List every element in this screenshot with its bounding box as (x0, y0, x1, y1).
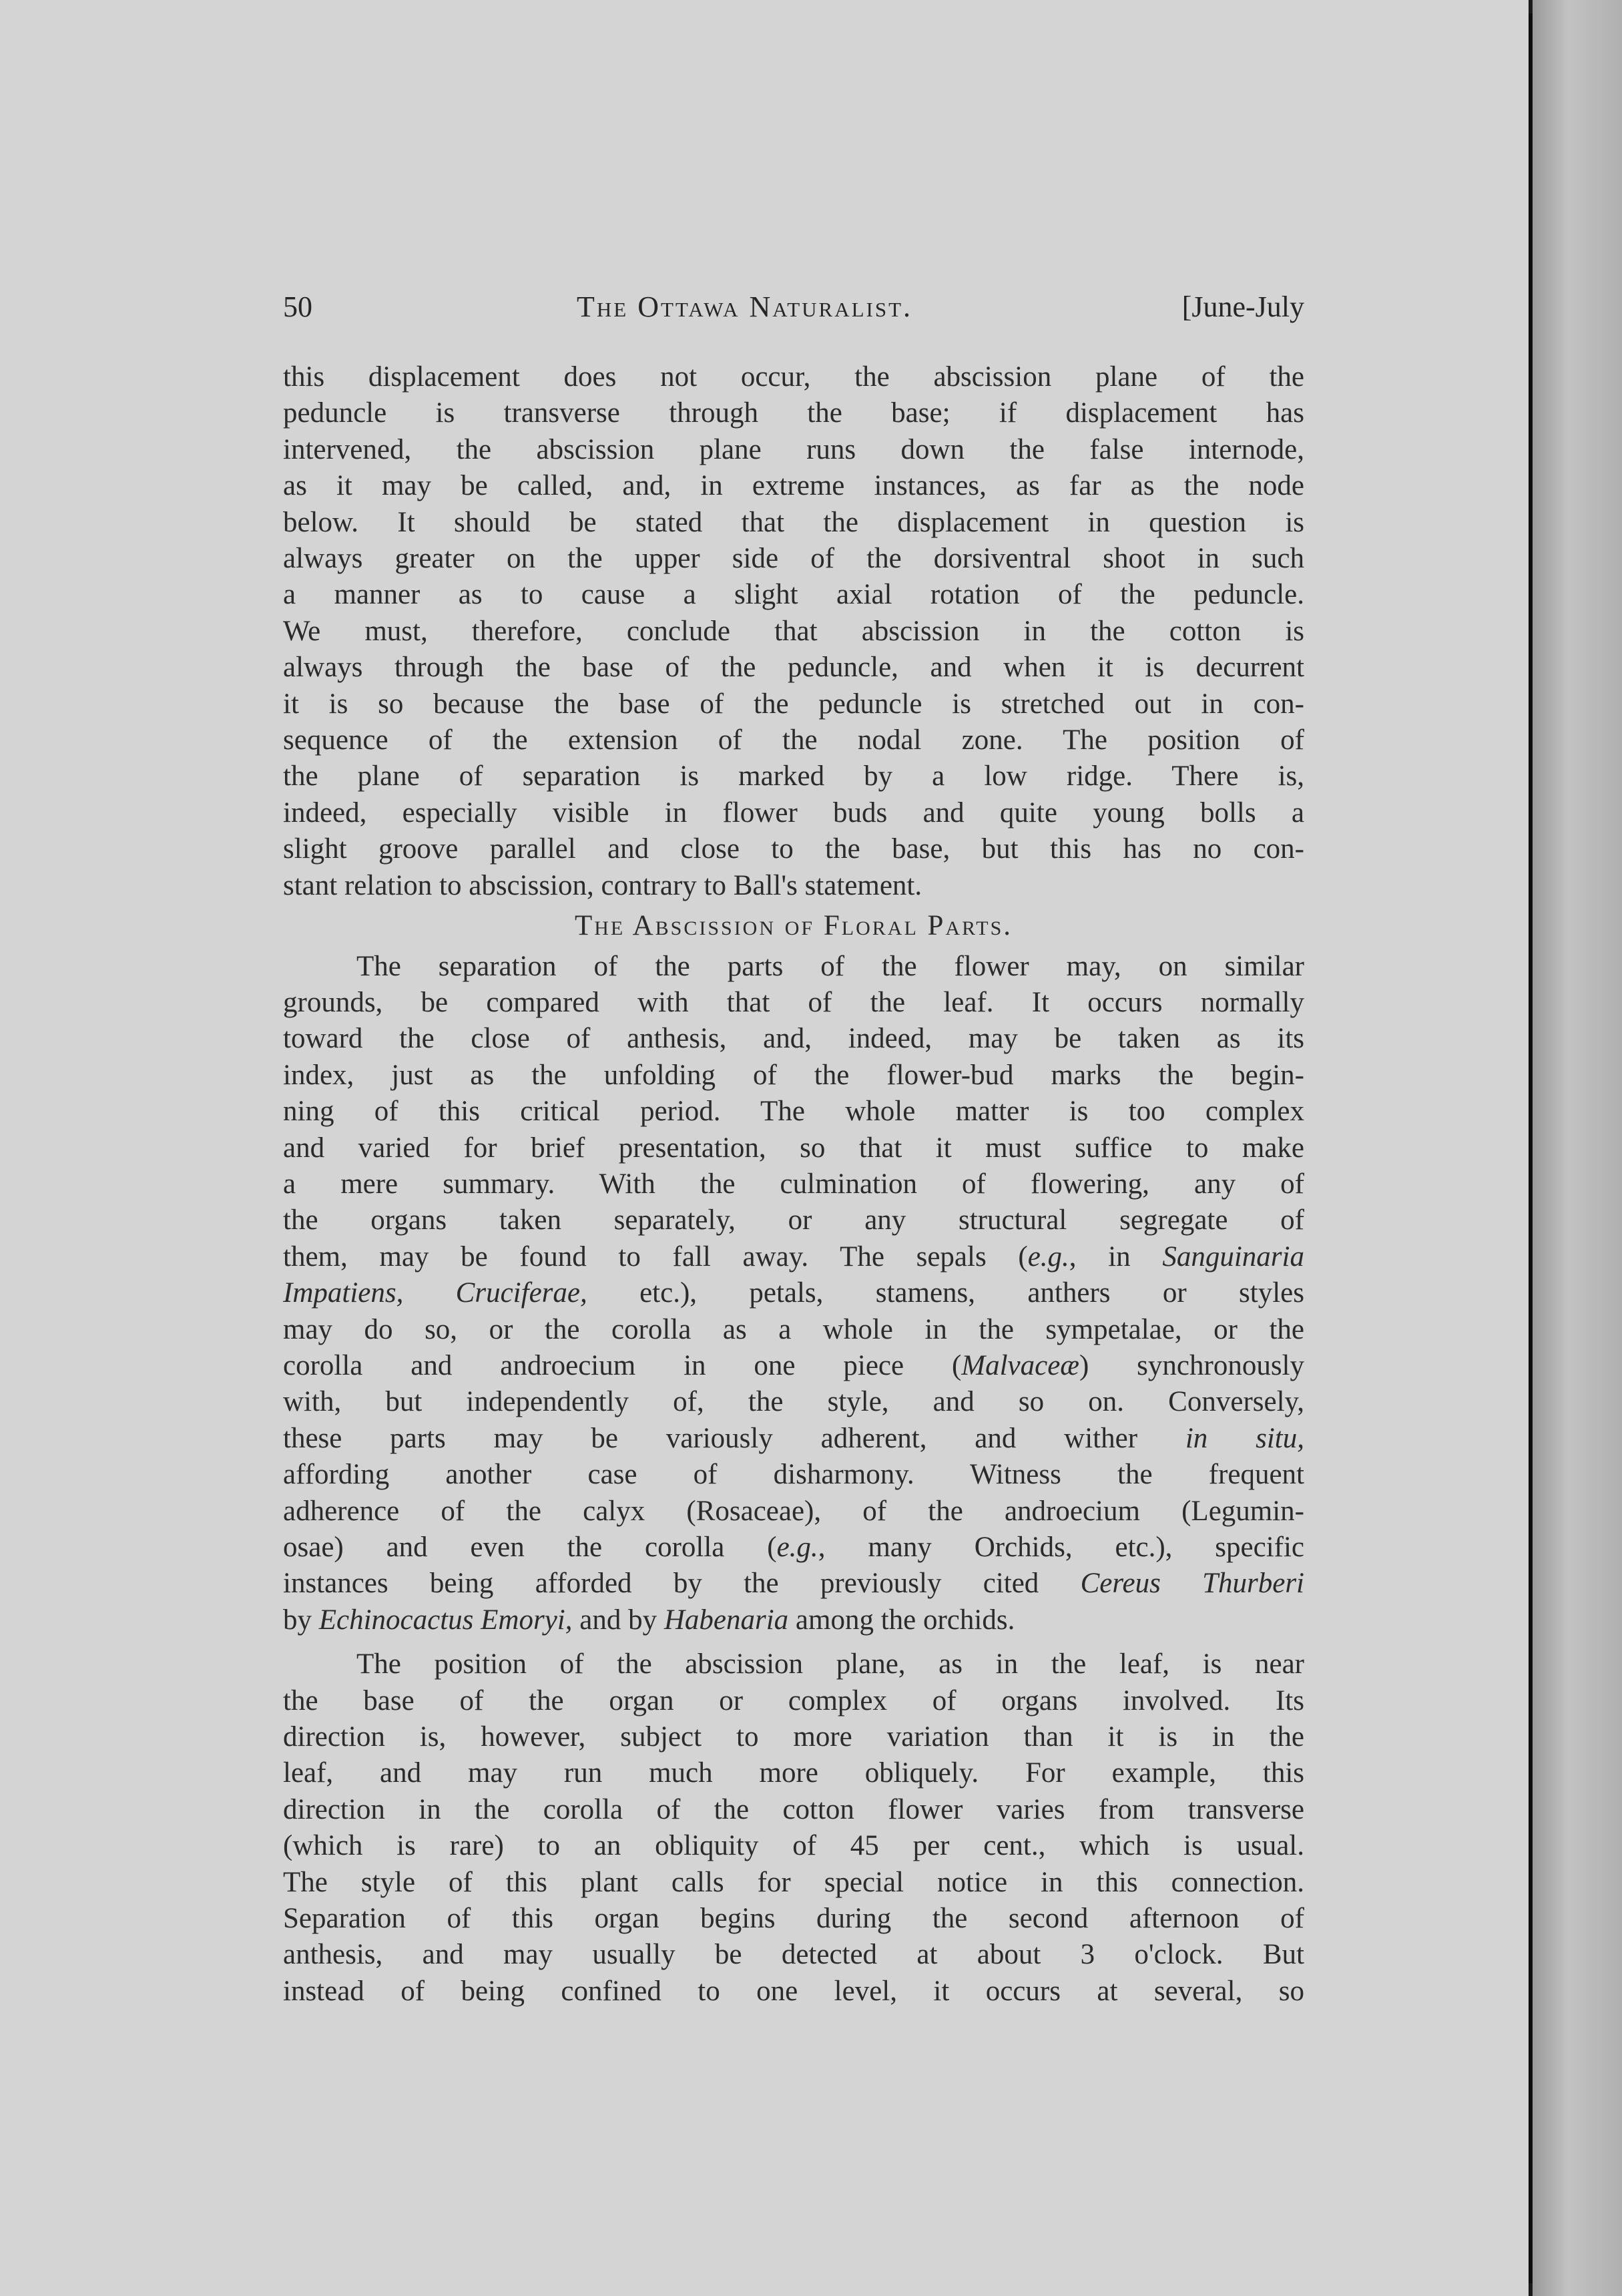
paragraph-2 (283, 949, 1304, 1639)
text-line: stant relation to abscission, contrary to Ball's statement. (283, 869, 922, 901)
text-line: as it may be called, and, in extreme instances, as far as the node (283, 470, 1304, 502)
text-line: affording another case of disharmony. Witness the frequent (283, 1459, 1304, 1491)
text-line: this displacement does not occur, the abscission plane of the (283, 361, 1304, 393)
journal-title: The Ottawa Naturalist. (577, 290, 913, 323)
text-line: slight groove parallel and close to the base, but this has no con- (283, 833, 1304, 865)
running-header (283, 290, 1304, 330)
text-line: leaf, and may run much more obliquely. For example, this (283, 1757, 1304, 1789)
text-line: index, just as the unfolding of the flower-bud marks the begin- (283, 1059, 1304, 1091)
text-line: intervened, the abscission plane runs down the false internode, (283, 433, 1304, 465)
text-line: The separation of the parts of the flower may, on similar (356, 950, 1304, 982)
text-line: a mere summary. With the culmination of flowering, any of (283, 1168, 1304, 1200)
text-line: instead of being confined to one level, it occurs at several, so (283, 1975, 1304, 2007)
page-number: 50 (283, 290, 312, 323)
issue-date: [June-July (1181, 290, 1304, 323)
text-line: the organs taken separately, or any structural segregate of (283, 1204, 1304, 1236)
section-heading: The Abscission of Floral Parts. (574, 910, 1013, 942)
text-line: Separation of this organ begins during the second afternoon of (283, 1903, 1304, 1935)
text-line: anthesis, and may usually be detected at about 3 o'clock. But (283, 1939, 1304, 1971)
text-line: with, but independently of, the style, and so on. Conversely, (283, 1386, 1304, 1418)
text-line: toward the close of anthesis, and, indeed, may be taken as its (283, 1023, 1304, 1055)
text-line: Impatiens, Cruciferae, etc.), petals, stamens, anthers or styles (283, 1277, 1304, 1309)
text-line: ning of this critical period. The whole matter is too complex (283, 1096, 1304, 1128)
text-line: grounds, be compared with that of the leaf. It occurs normally (283, 986, 1304, 1018)
text-line: always through the base of the peduncle, and when it is decurrent (283, 652, 1304, 684)
text-line: (which is rare) to an obliquity of 45 per cent., which is usual. (283, 1830, 1304, 1862)
adjacent-page-edge (1533, 0, 1622, 2296)
text-line: The position of the abscission plane, as in the leaf, is near (356, 1648, 1304, 1680)
text-line: by Echinocactus Emoryi, and by Habenaria among the orchids. (283, 1604, 1015, 1636)
text-line: them, may be found to fall away. The sepals (e.g., in Sanguinaria (283, 1240, 1304, 1273)
text-line: We must, therefore, conclude that abscission in the cotton is (283, 615, 1304, 647)
text-line: and varied for brief presentation, so that it must suffice to make (283, 1132, 1304, 1164)
text-line: it is so because the base of the peduncle is stretched out in con- (283, 688, 1304, 720)
text-line: the plane of separation is marked by a low ridge. There is, (283, 760, 1304, 792)
text-line: peduncle is transverse through the base; if displacement has (283, 397, 1304, 429)
body-text (283, 359, 1304, 2010)
text-line: indeed, especially visible in flower buds and quite young bolls a (283, 796, 1304, 829)
text-line: always greater on the upper side of the dorsiventral shoot in such (283, 543, 1304, 575)
text-line: direction is, however, subject to more variation than it is in the (283, 1721, 1304, 1753)
text-line: may do so, or the corolla as a whole in the sympetalae, or the (283, 1313, 1304, 1345)
text-line: below. It should be stated that the displacement in question is (283, 506, 1304, 538)
text-line: The style of this plant calls for special notice in this connection. (283, 1866, 1304, 1898)
text-line: direction in the corolla of the cotton flower varies from transverse (283, 1793, 1304, 1825)
text-line: a manner as to cause a slight axial rotation of the peduncle. (283, 579, 1304, 611)
text-line: instances being afforded by the previously cited Cereus Thurberi (283, 1568, 1304, 1600)
paragraph-1 (283, 359, 1304, 904)
paragraph-3 (283, 1646, 1304, 2010)
text-line: the base of the organ or complex of organs involved. Its (283, 1684, 1304, 1716)
text-line: osae) and even the corolla (e.g., many Orchids, etc.), specific (283, 1532, 1304, 1563)
text-line: these parts may be variously adherent, and wither in situ, (283, 1422, 1305, 1454)
text-line: adherence of the calyx (Rosaceae), of the androecium (Legumin- (283, 1495, 1304, 1527)
text-line: sequence of the extension of the nodal zone. The position of (283, 724, 1304, 756)
text-line: corolla and androecium in one piece (Malvaceæ) synchronously (283, 1349, 1305, 1381)
